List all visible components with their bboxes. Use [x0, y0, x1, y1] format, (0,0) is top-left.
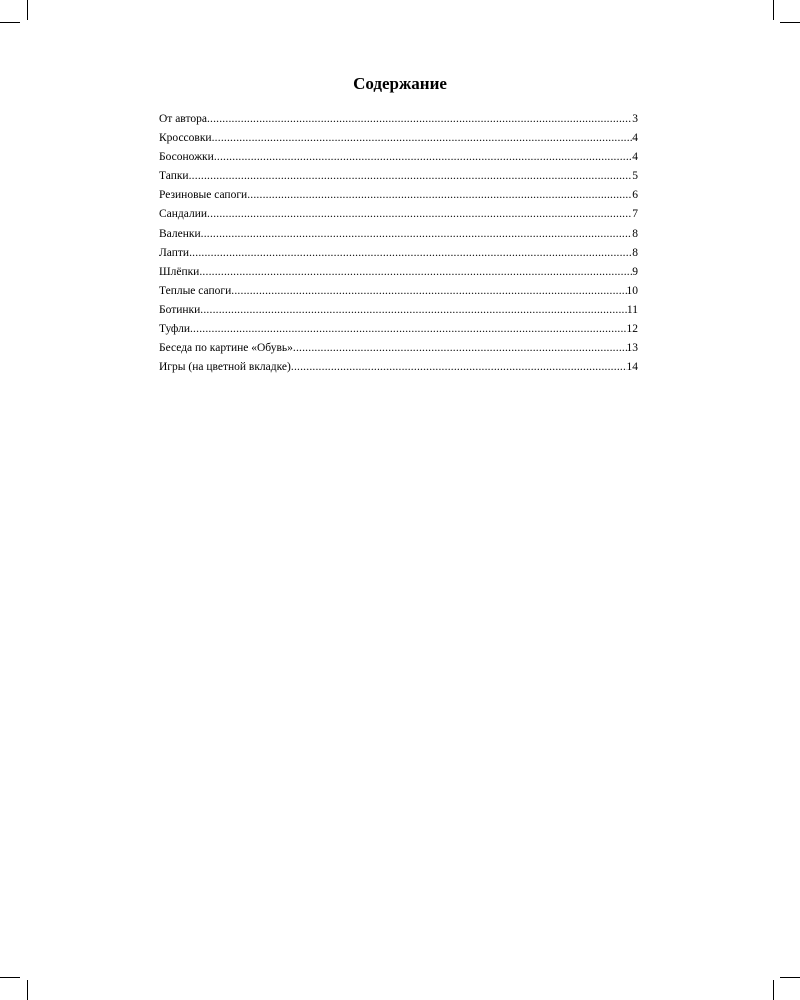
- toc-entry-rubber-boots[interactable]: [159, 186, 638, 205]
- toc-entry-label: Валенки: [159, 227, 201, 240]
- toc-entry-sandals-open[interactable]: [159, 148, 638, 167]
- toc-entry-label: Ботинки: [159, 303, 201, 316]
- toc-entry-shoes[interactable]: [159, 320, 638, 339]
- toc-dot-leader: [212, 129, 633, 148]
- crop-mark-bottom-left-vertical: [27, 980, 28, 1000]
- toc-entry-sandals[interactable]: [159, 205, 638, 224]
- crop-mark-top-left-horizontal: [0, 22, 20, 23]
- toc-entry-page: 13: [626, 342, 638, 355]
- toc-dot-leader: [189, 167, 633, 186]
- toc-dot-leader: [207, 205, 632, 224]
- toc-entry-label: От автора: [159, 113, 207, 125]
- toc-entry-page: 3: [632, 113, 638, 125]
- toc-entry-ankle-boots[interactable]: [159, 301, 638, 320]
- toc-entry-warm-boots[interactable]: [159, 282, 638, 301]
- toc-entry-page: 10: [626, 284, 638, 297]
- toc-dot-leader: [207, 110, 632, 129]
- toc-entry-label: Беседа по картине «Обувь»: [159, 342, 293, 355]
- toc-entry-lapti[interactable]: [159, 244, 638, 263]
- crop-mark-bottom-right-horizontal: [780, 977, 800, 978]
- toc-dot-leader: [199, 263, 632, 282]
- toc-entry-page: 12: [626, 323, 638, 336]
- toc-dot-leader: [231, 282, 626, 301]
- toc-entry-label: Резиновые сапоги: [159, 189, 248, 202]
- crop-mark-top-left-vertical: [27, 0, 28, 20]
- toc-dot-leader: [201, 225, 633, 244]
- toc-entry-page: 11: [626, 303, 638, 316]
- toc-entry-valenki[interactable]: [159, 225, 638, 244]
- page-title: Содержание: [353, 74, 447, 93]
- crop-mark-top-right-vertical: [773, 0, 774, 20]
- toc-dot-leader: [291, 358, 627, 377]
- crop-mark-bottom-left-horizontal: [0, 977, 20, 978]
- toc-entry-from-author[interactable]: [159, 110, 638, 129]
- toc-entry-label: Шлёпки: [159, 265, 200, 278]
- crop-mark-top-right-horizontal: [780, 22, 800, 23]
- toc-dot-leader: [247, 186, 632, 205]
- toc-entry-label: Игры (на цветной вкладке): [159, 361, 291, 374]
- toc-entry-page: 7: [632, 208, 638, 221]
- toc-dot-leader: [293, 339, 627, 358]
- toc-dot-leader: [214, 148, 632, 167]
- toc-entry-page: 4: [632, 151, 638, 164]
- toc-dot-leader: [200, 301, 627, 320]
- toc-entry-page: 14: [626, 361, 638, 374]
- toc-entry-games[interactable]: [159, 358, 638, 377]
- toc-dot-leader: [189, 244, 632, 263]
- table-of-contents: [159, 110, 638, 377]
- toc-entry-label: Кроссовки: [159, 132, 212, 145]
- toc-entry-label: Лапти: [159, 246, 190, 259]
- crop-mark-bottom-right-vertical: [773, 980, 774, 1000]
- toc-entry-sneakers[interactable]: [159, 129, 638, 148]
- toc-entry-label: Туфли: [159, 323, 190, 336]
- toc-entry-page: 8: [632, 227, 638, 240]
- toc-entry-slippers[interactable]: [159, 167, 638, 186]
- toc-entry-label: Босоножки: [159, 151, 214, 164]
- toc-entry-page: 6: [632, 189, 638, 202]
- toc-dot-leader: [190, 320, 627, 339]
- toc-entry-page: 8: [632, 246, 638, 259]
- toc-entry-label: Теплые сапоги: [159, 284, 232, 297]
- toc-entry-picture-talk[interactable]: [159, 339, 638, 358]
- toc-entry-label: Сандалии: [159, 208, 208, 221]
- toc-entry-flip-flops[interactable]: [159, 263, 638, 282]
- toc-entry-page: 4: [632, 132, 638, 145]
- toc-entry-page: 9: [632, 265, 638, 278]
- toc-entry-label: Тапки: [159, 170, 189, 183]
- toc-entry-page: 5: [632, 170, 638, 183]
